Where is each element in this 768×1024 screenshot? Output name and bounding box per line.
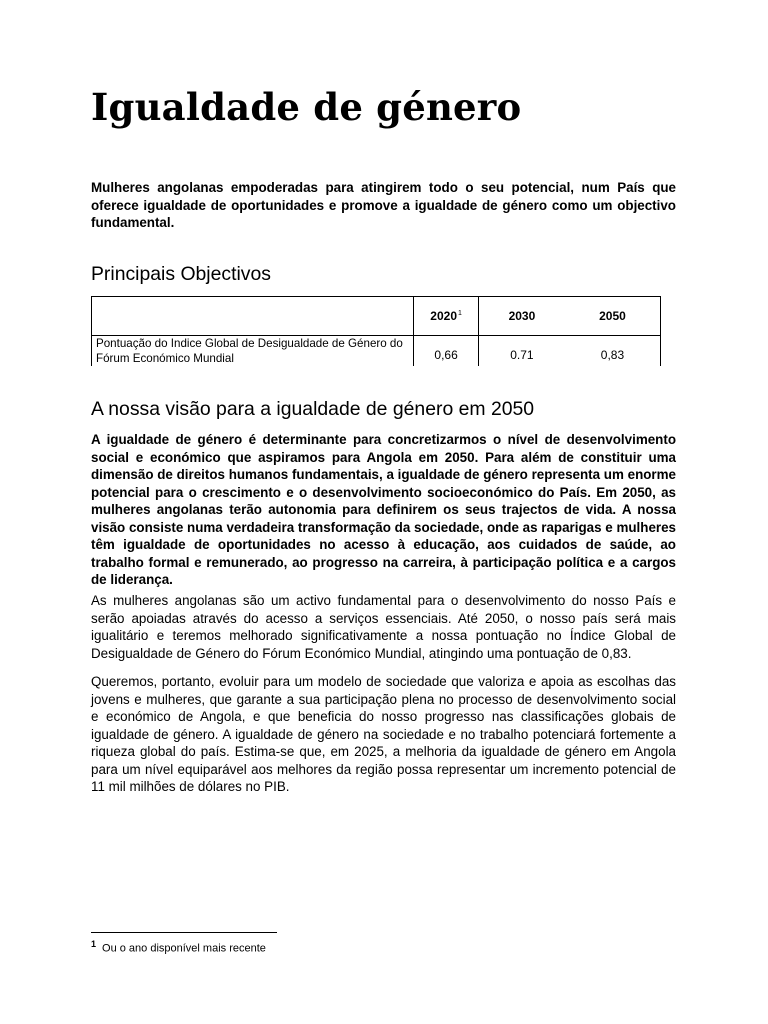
table-clip: [88, 366, 668, 378]
table-header-2030: 2030: [478, 297, 565, 336]
table-cell-2020: 0,66: [414, 336, 479, 370]
footnote-divider: [91, 932, 277, 933]
footnote-ref: 1: [458, 310, 462, 317]
table-cell-2050: 0,83: [565, 336, 661, 370]
page-title: Igualdade de género: [91, 85, 522, 129]
vision-paragraph-2: As mulheres angolanas são um activo fundamental para o desenvolvimento do nosso País e serão apoiadas através do acesso a serviços essenciais. Até 2050, o nosso país será mais igualitário e teremos melhorado significativamente a nossa pontuação no Índice Global de Desigualdade de Género do Fórum Económico Mundial, atingindo uma pontuação de 0,83.: [91, 593, 676, 661]
objectives-table: [91, 296, 661, 369]
footnote-mark: 1: [91, 939, 97, 949]
table-cell-2030: 0.71: [510, 347, 534, 362]
intro-statement: Mulheres angolanas empoderadas para atingirem todo o seu potencial, num País que oferece igualdade de oportunidades e promove a igualdade de género como um objectivo fundamental.: [91, 180, 676, 230]
table-row-label: Pontuação do Indice Global de Desigualdade de Género do Fórum Económico Mundial: [92, 336, 414, 370]
table-row: [92, 336, 661, 370]
table-header-empty: [92, 297, 414, 336]
vision-paragraph-1: A igualdade de género é determinante para concretizarmos o nível de desenvolvimento social e económico que aspiramos para Angola em 2050. Para além de constituir uma dimensão de direitos humanos fundamentais, a igualdade de género representa um enorme potencial para o crescimento e o desenvolvimento socioeconómico do País. Em 2050, as mulheres angolanas terão autonomia para definirem os seus trajectos de vida. A nossa visão consiste numa verdadeira transformação da sociedade, onde as raparigas e mulheres têm igualdade de oportunidades no acesso à educação, aos cuidados de saúde, ao trabalho formal e remunerado, ao progresso na carreira, à participação política e a cargos de liderança.: [91, 432, 676, 587]
objectives-heading: Principais Objectivos: [91, 263, 271, 285]
footnote: [91, 937, 266, 956]
footnote-text: Ou o ano disponível mais recente: [102, 942, 266, 955]
vision-heading: A nossa visão para a igualdade de género em 2050: [91, 398, 535, 420]
table-header-2050: 2050: [565, 297, 661, 336]
vision-paragraph-3: Queremos, portanto, evoluir para um modelo de sociedade que valoriza e apoia as escolhas das jovens e mulheres, que garante a sua participação plena no processo de desenvolvimento social e económico de Angola, e que beneficia do nosso progresso nas classificações globais de igualdade de género. A igualdade de género na sociedade e no trabalho potenciará fortemente a riqueza global do país. Estima-se que, em 2025, a melhoria da igualdade de género em Angola para um nível equiparável aos melhores da região possa representar um incremento potencial de 11 mil milhões de dólares no PIB.: [91, 674, 676, 794]
table-header-2020: [414, 297, 479, 336]
table-header-row: [92, 297, 661, 336]
table-header-label: 2020: [430, 309, 457, 323]
